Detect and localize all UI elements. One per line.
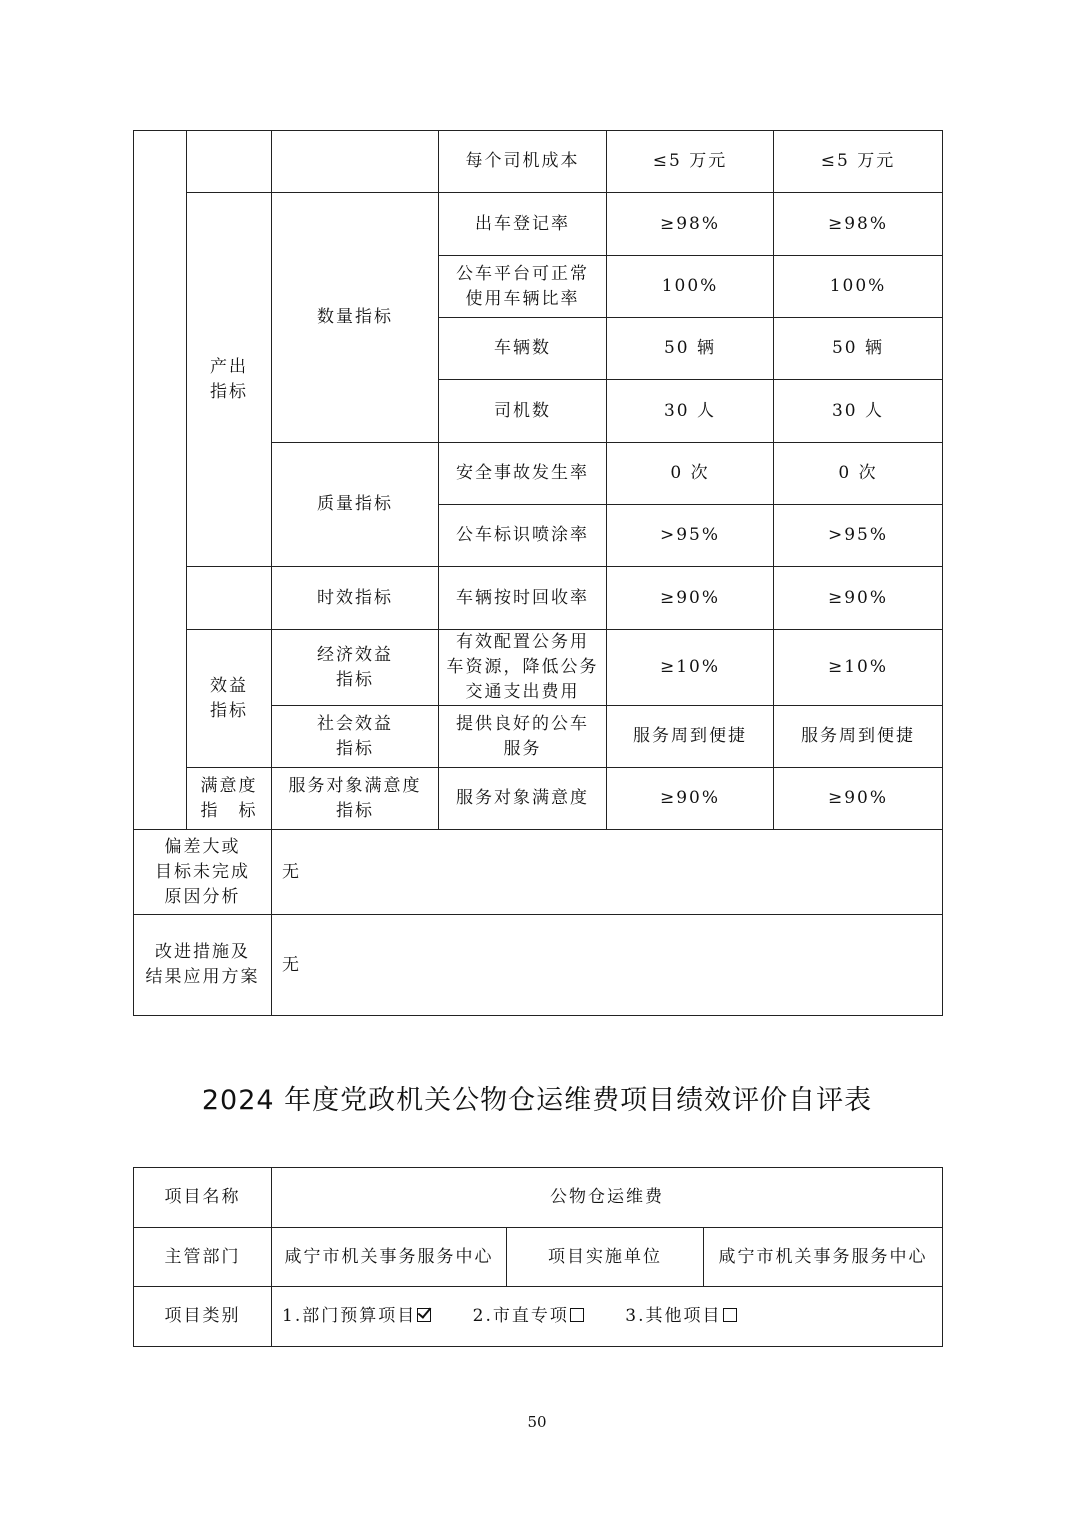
target-cell: 100%	[607, 256, 774, 318]
checked-checkbox-icon[interactable]	[417, 1308, 431, 1322]
target-cell: 服务周到便捷	[607, 706, 774, 768]
empty-cell	[187, 131, 272, 193]
indicator-cell: 服务对象满意度	[439, 768, 607, 830]
target-cell: >95%	[607, 505, 774, 567]
quality-indicator-label: 质量指标	[272, 443, 439, 567]
deviation-analysis-label: 偏差大或 目标未完成 原因分析	[134, 830, 272, 915]
project-info-table	[133, 1167, 943, 1347]
target-cell: ≥90%	[607, 567, 774, 630]
actual-cell: 0 次	[774, 443, 943, 505]
indicator-cell: 公车标识喷涂率	[439, 505, 607, 567]
actual-cell: ≤5 万元	[774, 131, 943, 193]
satisfaction-sub-label: 服务对象满意度 指标	[272, 768, 439, 830]
implementing-unit-value: 咸宁市机关事务服务中心	[704, 1228, 943, 1287]
performance-indicator-table	[133, 130, 943, 1016]
page-number: 50	[527, 1413, 547, 1431]
empty-cell	[272, 131, 439, 193]
department-value: 咸宁市机关事务服务中心	[272, 1228, 507, 1287]
improvement-plan-label: 改进措施及 结果应用方案	[134, 915, 272, 1016]
project-category-options	[272, 1287, 943, 1347]
category-option-dept-budget[interactable]: 1.部门预算项目	[282, 1304, 431, 1329]
target-cell: 50 辆	[607, 318, 774, 380]
project-name-label: 项目名称	[134, 1168, 272, 1228]
checkbox-icon[interactable]	[723, 1308, 737, 1322]
project-category-label: 项目类别	[134, 1287, 272, 1347]
implementing-unit-label: 项目实施单位	[507, 1228, 704, 1287]
output-indicator-label: 产出 指标	[187, 193, 272, 567]
target-cell: 30 人	[607, 380, 774, 443]
satisfaction-indicator-label: 满意度 指 标	[187, 768, 272, 830]
target-cell: ≥98%	[607, 193, 774, 256]
category-option-city-special[interactable]: 2.市直专项	[473, 1304, 584, 1329]
indicator-cell: 公车平台可正常 使用车辆比率	[439, 256, 607, 318]
indicator-cell: 有效配置公务用 车资源，降低公务 交通支出费用	[439, 630, 607, 706]
category-option-other[interactable]: 3.其他项目	[625, 1304, 736, 1329]
social-benefit-label: 社会效益 指标	[272, 706, 439, 768]
actual-cell: >95%	[774, 505, 943, 567]
indicator-cell: 提供良好的公车 服务	[439, 706, 607, 768]
economic-benefit-label: 经济效益 指标	[272, 630, 439, 706]
indicator-cell: 司机数	[439, 380, 607, 443]
target-cell: ≥10%	[607, 630, 774, 706]
quantity-indicator-label: 数量指标	[272, 193, 439, 443]
actual-cell: ≥90%	[774, 768, 943, 830]
indicator-cell: 每个司机成本	[439, 131, 607, 193]
indicator-cell: 车辆数	[439, 318, 607, 380]
department-label: 主管部门	[134, 1228, 272, 1287]
target-cell: 0 次	[607, 443, 774, 505]
target-cell: ≥90%	[607, 768, 774, 830]
checkbox-icon[interactable]	[570, 1308, 584, 1322]
actual-cell: 服务周到便捷	[774, 706, 943, 768]
indicator-cell: 安全事故发生率	[439, 443, 607, 505]
actual-cell: ≥10%	[774, 630, 943, 706]
document-title: 2024 年度党政机关公物仓运维费项目绩效评价自评表	[201, 1085, 873, 1116]
project-name-value: 公物仓运维费	[272, 1168, 943, 1228]
target-cell: ≤5 万元	[607, 131, 774, 193]
actual-cell: 30 人	[774, 380, 943, 443]
actual-cell: 50 辆	[774, 318, 943, 380]
actual-cell: 100%	[774, 256, 943, 318]
actual-cell: ≥90%	[774, 567, 943, 630]
indicator-cell: 出车登记率	[439, 193, 607, 256]
indicator-cell: 车辆按时回收率	[439, 567, 607, 630]
empty-cell	[187, 567, 272, 630]
level1-category-cell	[134, 131, 187, 830]
deviation-analysis-value: 无	[272, 830, 943, 915]
actual-cell: ≥98%	[774, 193, 943, 256]
timeliness-indicator-label: 时效指标	[272, 567, 439, 630]
benefit-indicator-label: 效益 指标	[187, 630, 272, 768]
improvement-plan-value: 无	[272, 915, 943, 1016]
